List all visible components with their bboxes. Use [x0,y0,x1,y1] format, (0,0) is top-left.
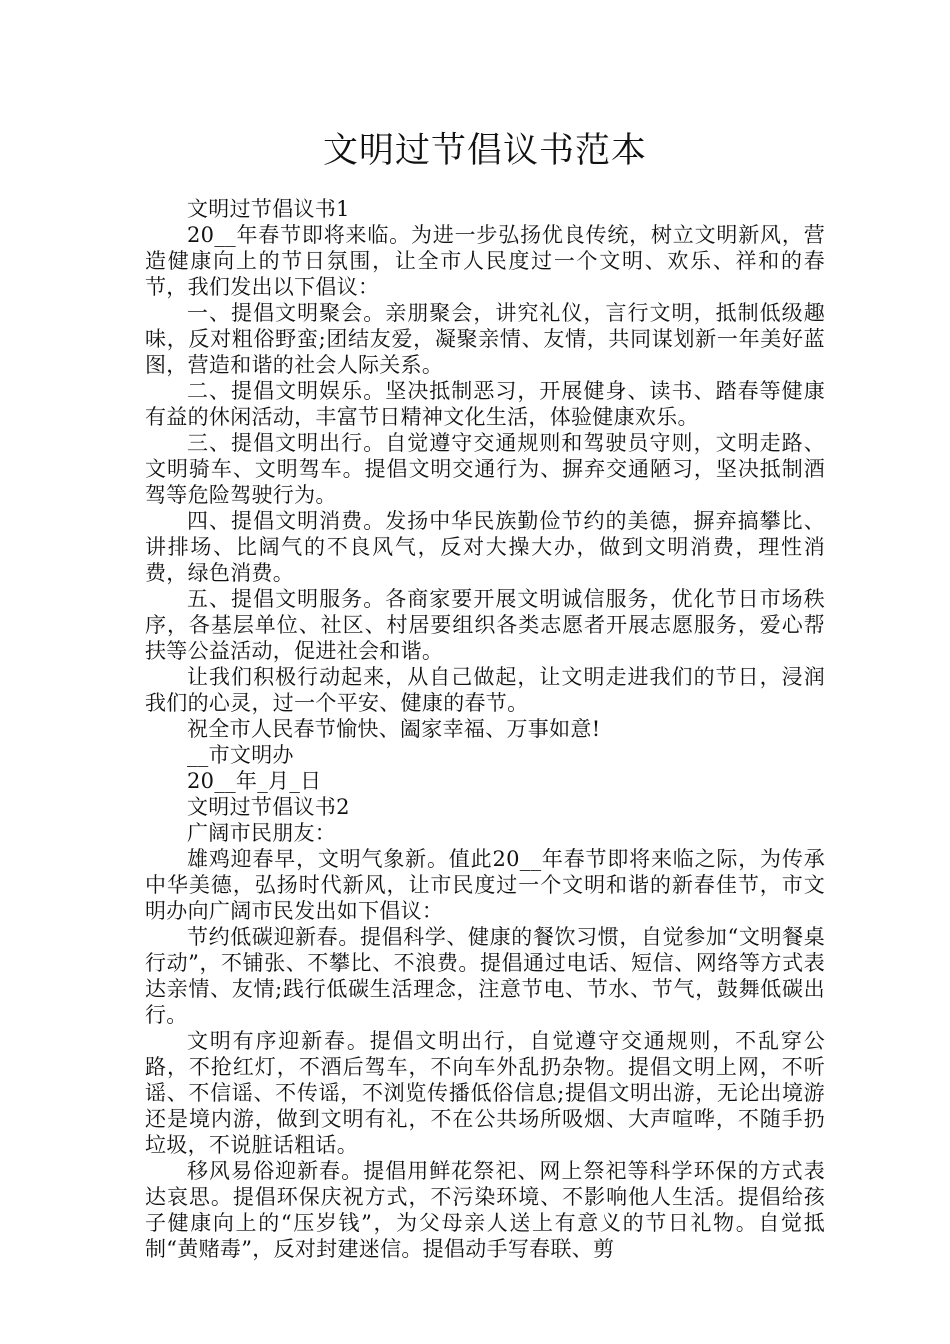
section-heading-2: 文明过节倡议书2 [187,795,350,819]
document-title: 文明过节倡议书范本 [322,131,647,171]
date-line: 20__年_月_日 [187,769,322,793]
document-body [145,196,825,1262]
salutation-line: 广阔市民朋友： [187,821,337,845]
proposal-paragraph: 三、提倡文明出行。自觉遵守交通规则和驾驶员守则，文明走路、文明骑车、文明驾车。提倡文明交通行为、摒弃交通陋习，坚决抵制酒驾等危险驾驶行为。 [145,431,825,507]
proposal-paragraph: 移风易俗迎新春。提倡用鲜花祭祀、网上祭祀等科学环保的方式表达哀思。提倡环保庆祝方式，不污染环境、不影响他人生活。提倡给孩子健康向上的“压岁钱”，为父母亲人送上有意义的节日礼物。自觉抵制“黄赌毒”，反对封建迷信。提倡动手写春联、剪 [145,1159,825,1261]
document-page [145,0,825,1262]
section-heading-1: 文明过节倡议书1 [187,197,350,221]
proposal-paragraph: 二、提倡文明娱乐。坚决抵制恶习，开展健身、读书、踏春等健康有益的休闲活动，丰富节日精神文化生活，体验健康欢乐。 [145,379,825,429]
proposal-paragraph: 文明有序迎新春。提倡文明出行，自觉遵守交通规则，不乱穿公路，不抢红灯，不酒后驾车，不向车外乱扔杂物。提倡文明上网，不听谣、不信谣、不传谣，不浏览传播低俗信息;提倡文明出游，无论出境游还是境内游，做到文明有礼，不在公共场所吸烟、大声喧哗，不随手扔垃圾，不说脏话粗话。 [145,1029,825,1157]
greeting-line: 祝全市人民春节愉快、阖家幸福、万事如意! [187,717,601,741]
intro-paragraph: 20__年春节即将来临。为进一步弘扬优良传统，树立文明新风，营造健康向上的节日氛围，让全市人民度过一个文明、欢乐、祥和的春节，我们发出以下倡议： [145,223,825,299]
proposal-paragraph: 一、提倡文明聚会。亲朋聚会，讲究礼仪，言行文明，抵制低级趣味，反对粗俗野蛮;团结友爱，凝聚亲情、友情，共同谋划新一年美好蓝图，营造和谐的社会人际关系。 [145,301,825,377]
proposal-paragraph: 四、提倡文明消费。发扬中华民族勤俭节约的美德，摒弃搞攀比、讲排场、比阔气的不良风气，反对大操大办，做到文明消费，理性消费，绿色消费。 [145,509,825,585]
intro-paragraph: 雄鸡迎春早，文明气象新。值此20__年春节即将来临之际，为传承中华美德，弘扬时代新风，让市民度过一个文明和谐的新春佳节，市文明办向广阔市民发出如下倡议： [145,847,825,923]
closing-paragraph: 让我们积极行动起来，从自己做起，让文明走进我们的节日，浸润我们的心灵，过一个平安、健康的春节。 [145,665,825,715]
proposal-paragraph: 五、提倡文明服务。各商家要开展文明诚信服务，优化节日市场秩序，各基层单位、社区、村居要组织各类志愿者开展志愿服务，爱心帮扶等公益活动，促进社会和谐。 [145,587,825,663]
signature-line: __市文明办 [187,743,294,767]
proposal-paragraph: 节约低碳迎新春。提倡科学、健康的餐饮习惯，自觉参加“文明餐桌行动”，不铺张、不攀比、不浪费。提倡通过电话、短信、网络等方式表达亲情、友情;践行低碳生活理念，注意节电、节水、节气，鼓舞低碳出行。 [145,925,825,1027]
